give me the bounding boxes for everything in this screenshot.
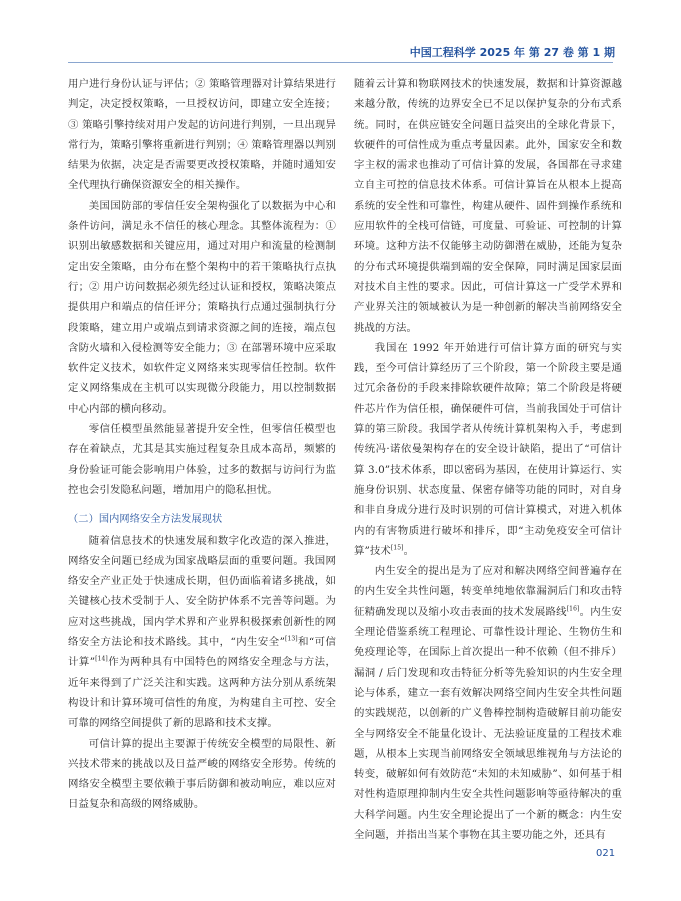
paragraph-text: 和“可信计算” bbox=[68, 636, 336, 669]
page-number: 021 bbox=[596, 848, 616, 859]
paragraph: 零信任模型虽然能显著提升安全性，但零信任模型也存在着缺点，尤其是其实施过程复杂且成本高昂，频繁的身份验证可能会影响用户体验，过多的数据与访问行为监控也会引发隐私问题，增加用户的隐私担忧。 bbox=[68, 423, 336, 496]
paragraph-text: 我国在 1992 年开始进行可信计算方面的研究与实践，至今可信计算经历了三个阶段，第一个阶段主要是通过冗余备份的手段来排除软硬件故障；第二个阶段是将硬件芯片作为信任根，确保硬件可信，当前我国处于可信计算的第三阶段。我国学者从传统计算机架构入手，考虑到传统冯·诺依曼架构存在的安全设计缺陷，提出了“可信计算 3.0”技术体系，即以密码为基因，在使用计算运行、实施身份识别、状态度量、保密存储等功能的同时，对自身和非自身成分进行及时识别的可信计算模式，对进入机体内的有害物质进行破坏和排斥，即“主动免疫安全可信计算”技术 bbox=[354, 341, 622, 557]
paragraph-text: 作为两种具有中国特色的网络安全理念与方法，近年来得到了广泛关注和实践。这两种方法分别从系统架构设计和计算环境可信性的角度，为构建自主可控、安全可靠的网络空间提供了新的思路和技术支撑。 bbox=[68, 656, 336, 730]
paragraph bbox=[68, 531, 336, 734]
paragraph-text: 随着信息技术的快速发展和数字化改造的深入推进，网络安全问题已经成为国家战略层面的重要问题。我国网络安全产业正处于快速成长期，但仍面临着诸多挑战，如关键核心技术受制于人、安全防护体系不完善等问题。为应对这些挑战，国内学术界和产业界积极探索创新性的网络安全方法论和技术路线。其中，“内生安全” bbox=[68, 534, 336, 649]
paragraph-text: 内生安全的提出是为了应对和解决网络空间普遍存在的内生安全共性问题，转变单纯地依靠漏洞后门和攻击特征精确发现以及缩小攻击表面的技术发展路线 bbox=[354, 565, 622, 618]
citation: [14] bbox=[95, 655, 108, 663]
left-column bbox=[68, 74, 336, 815]
paragraph-text: 。 bbox=[403, 544, 415, 557]
section-heading: （二）国内网络安全方法发展现状 bbox=[68, 514, 223, 526]
paragraph bbox=[354, 338, 622, 561]
citation: [15] bbox=[390, 544, 404, 552]
paragraph: 用户进行身份认证与评估；② 策略管理器对计算结果进行判定，决定授权策略，一旦授权访问，即建立安全连接；③ 策略引擎持续对用户发起的访问进行判别，一旦出现异常行为，策略引擎将重新进行判别；④ 策略管理器以判别结果为依据，决定是否需要更改授权策略，并随时通知安全代理执行确保资源安全的相关操作。 bbox=[68, 78, 336, 192]
header-divider bbox=[68, 62, 613, 63]
paragraph: 随着云计算和物联网技术的快速发展，数据和计算资源越来越分散，传统的边界安全已不足以保护复杂的分布式系统。同时，在供应链安全问题日益突出的全球化背景下，软硬件的可信性成为重点考量因素。此外，国家安全和数字主权的需求也推动了可信计算的发展，各国都在寻求建立自主可控的信息技术体系。可信计算旨在从根本上提高系统的安全性和可靠性，构建从硬件、固件到操作系统和应用软件的全栈可信链，可度量、可验证、可控制的计算环境。这种方法不仅能够主动防御潜在威胁，还能为复杂的分布式环境提供端到端的安全保障，同时满足国家层面对技术自主性的要求。因此，可信计算这一广受学术界和产业界关注的领域被认为是一种创新的解决当前网络安全挑战的方法。 bbox=[354, 78, 622, 334]
paragraph: 美国国防部的零信任安全架构强化了以数据为中心和条件访问，满足永不信任的核心理念。其整体流程为：① 识别出敏感数据和关键应用，通过对用户和流量的检测制定出安全策略，由分布在整个架构中的若干策略执行点执行；② 用户访问数据必须先经过认证和授权，策略决策点提供用户和端点的信任评分；策略执行点通过强制执行分段策略，建立用户或端点到请求资源之间的连接，端点包含防火墙和入侵检测等安全能力；③ 在部署环境中应采取软件定义技术，如软件定义网络来实现零信任控制。软件定义网络集成在主机可以实现微分段能力，用以控制数据中心内部的横向移动。 bbox=[68, 199, 336, 415]
citation: [16] bbox=[566, 605, 580, 613]
journal-header: 中国工程科学 2025 年 第 27 卷 第 1 期 bbox=[409, 46, 615, 59]
paragraph-text: 。内生安全理论借鉴系统工程理论、可靠性设计理论、生物仿生和免疫理论等，在国际上首次提出一种不依赖（但不排斥）漏洞 / 后门发现和攻击特征分析等先验知识的内生安全理论与体系，建立一套有效解决网络空间内生安全共性问题的实践规范，以创新的广义鲁棒控制构造破解目前功能安全与网络安全不能量化设计、无法验证度量的工程技术难题，从根本上实现当前网络安全领域思维视角与方法论的转变，破解如何有效防范“未知的未知威胁”、如何基于相对性构造原理抑制内生安全共性问题影响等亟待解决的重大科学问题。内生安全理论提出了一个新的概念：内生安全问题，并指出当某个事物在其主要功能之外，还具有 bbox=[354, 605, 622, 841]
paragraph: 可信计算的提出主要源于传统安全模型的局限性、新兴技术带来的挑战以及日益严峻的网络安全形势。传统的网络安全模型主要依赖于事后防御和被动响应，难以应对日益复杂和高级的网络威胁。 bbox=[68, 737, 336, 811]
right-column bbox=[354, 74, 622, 845]
citation: [13] bbox=[285, 635, 298, 643]
paragraph bbox=[354, 561, 622, 845]
